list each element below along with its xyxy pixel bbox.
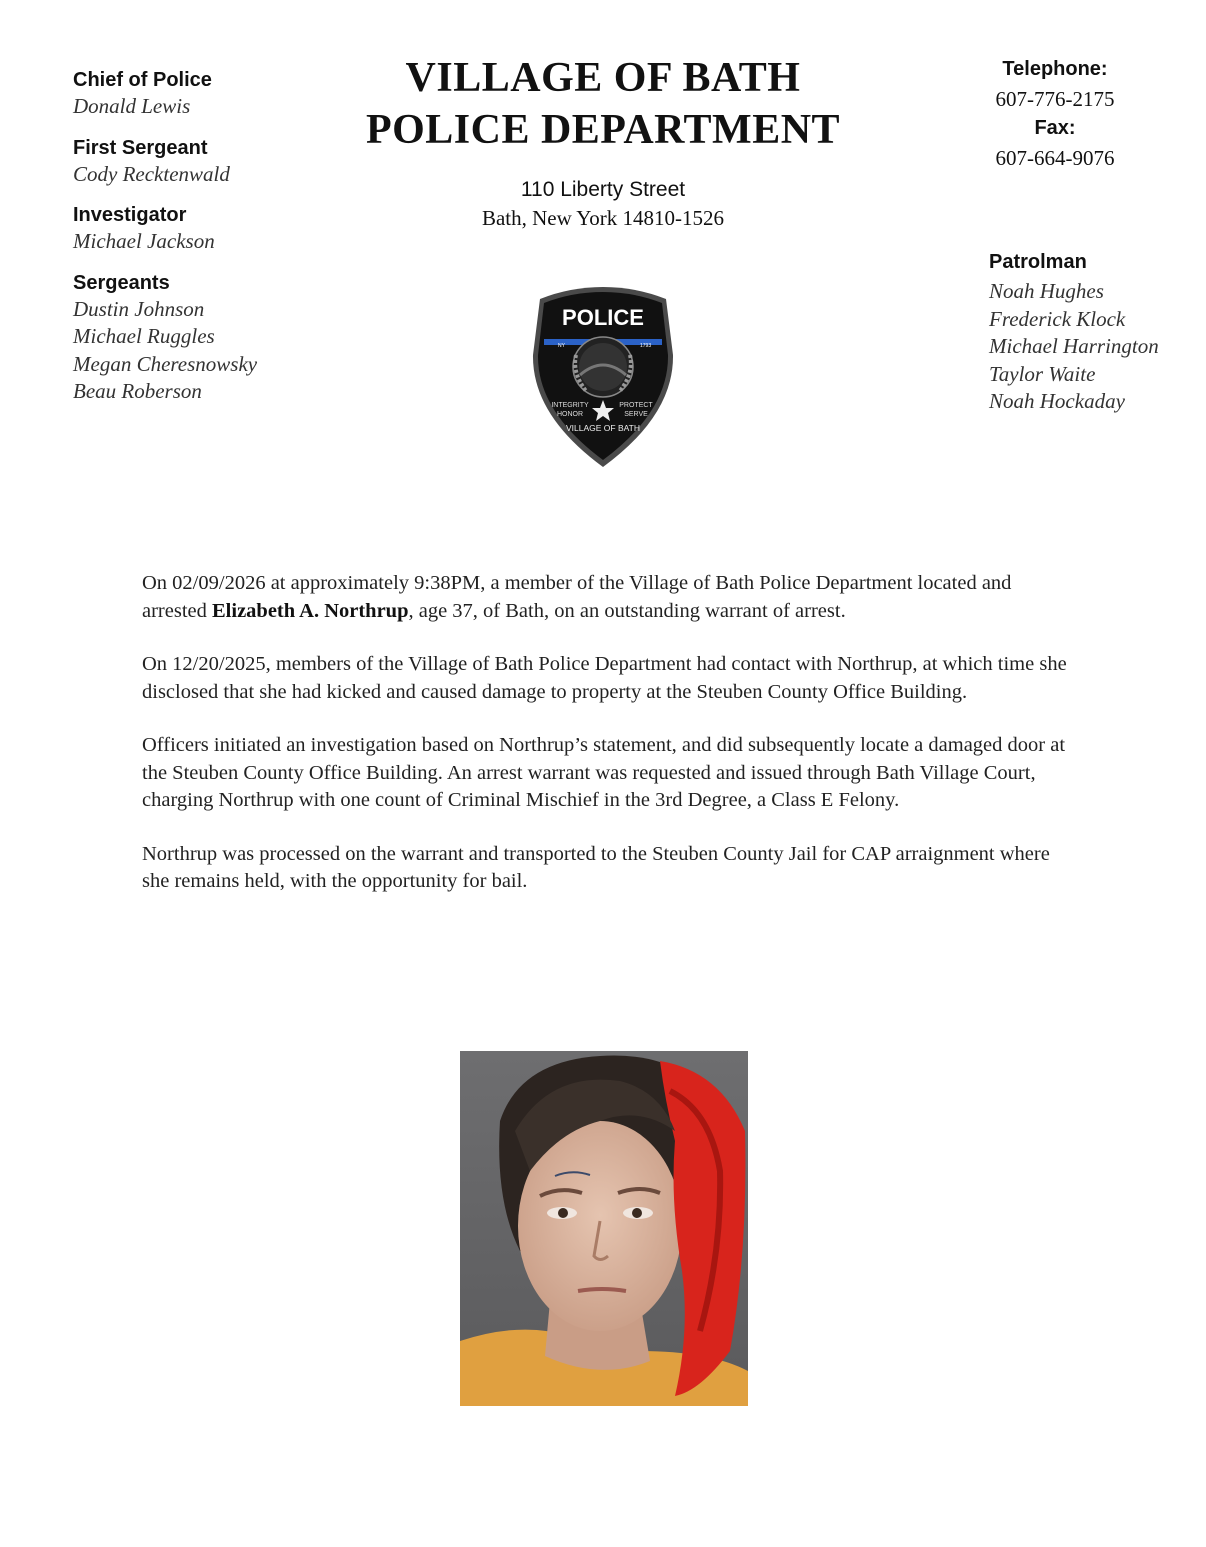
- badge-left-small: NY: [558, 343, 565, 349]
- paragraph-contact: On 12/20/2025, members of the Village of Bath Police Department had contact with Northrup, at which time she disclosed that she had kicked and caused damage to property at the Steuben County Office Building.: [142, 653, 1067, 703]
- staff-group-investigator: [73, 202, 373, 256]
- fax-label: Fax:: [1034, 117, 1076, 139]
- staff-name: Dustin Johnson: [73, 296, 205, 321]
- paragraph-arrest: [142, 570, 1072, 625]
- mugshot-photo: [460, 1051, 748, 1406]
- contact-info: [975, 56, 1135, 174]
- paragraph-investigation: Officers initiated an investigation based on Northrup’s statement, and did subsequently locate a damaged door at the Steuben County Office Building. An arrest warrant was requested and issued through Bath Village Court, charging Northrup with one count of Criminal Mischief in the 3rd Degree, a Class E Felony.: [142, 734, 1066, 811]
- role-label: Sergeants: [73, 271, 170, 294]
- staff-name: Noah Hockaday: [989, 389, 1125, 413]
- role-label: Chief of Police: [73, 69, 212, 91]
- staff-name: Noah Hughes: [989, 279, 1104, 303]
- staff-group-first-sergeant: [73, 135, 373, 189]
- role-label: Investigator: [73, 204, 187, 226]
- press-release-body: [142, 570, 1072, 922]
- badge-word-honor: HONOR: [556, 411, 584, 418]
- telephone-label: Telephone:: [1002, 58, 1108, 80]
- police-badge-logo: [530, 285, 676, 469]
- badge-bottom-text: VILLAGE OF BATH: [565, 423, 641, 433]
- badge-icon: [530, 285, 676, 469]
- telephone-number: 607-776-2175: [995, 87, 1115, 111]
- staff-list-left: [73, 67, 373, 420]
- fax-number: 607-664-9076: [995, 146, 1115, 170]
- arrestee-name: Elizabeth A. Northrup: [212, 599, 409, 622]
- role-label: Patrolman: [989, 251, 1087, 273]
- staff-group-sergeants: [73, 270, 373, 406]
- staff-name: Michael Ruggles: [73, 324, 215, 348]
- paragraph-processing: Northrup was processed on the warrant and transported to the Steuben County Jail for CAP arraignment where she remains held, with the opportunity for bail.: [142, 842, 1050, 892]
- badge-top-text: POLICE: [562, 305, 644, 330]
- letterhead-title: [330, 52, 876, 232]
- department-name-line2: POLICE DEPARTMENT: [365, 107, 841, 153]
- staff-name: Michael Harrington: [989, 334, 1159, 358]
- badge-word-integrity: INTEGRITY: [551, 402, 589, 409]
- badge-word-protect: PROTECT: [619, 402, 653, 409]
- staff-name: Donald Lewis: [73, 94, 191, 118]
- staff-group-chief: [73, 67, 373, 121]
- mugshot-image: [460, 1051, 748, 1406]
- text-run: On 02/09/2026 at approximately 9:38PM, a member of the Village of Bath Police Department located and arrested: [142, 572, 1012, 622]
- badge-word-serve: SERVE: [624, 411, 648, 418]
- address-street: 110 Liberty Street: [520, 178, 686, 201]
- staff-name: Michael Jackson: [73, 229, 215, 253]
- staff-name: Beau Roberson: [73, 379, 202, 403]
- staff-list-right: [989, 249, 1204, 416]
- department-name-line1: VILLAGE OF BATH: [405, 55, 801, 101]
- staff-name: Frederick Klock: [989, 306, 1126, 331]
- role-label: First Sergeant: [73, 136, 208, 159]
- address-city: Bath, New York 14810-1526: [481, 206, 725, 230]
- staff-name: Taylor Waite: [989, 361, 1096, 386]
- badge-right-small: 1793: [640, 343, 652, 349]
- text-run: , age 37, of Bath, on an outstanding warrant of arrest.: [408, 599, 846, 622]
- staff-name: Cody Recktenwald: [73, 161, 230, 186]
- staff-name: Megan Cheresnowsky: [73, 351, 258, 376]
